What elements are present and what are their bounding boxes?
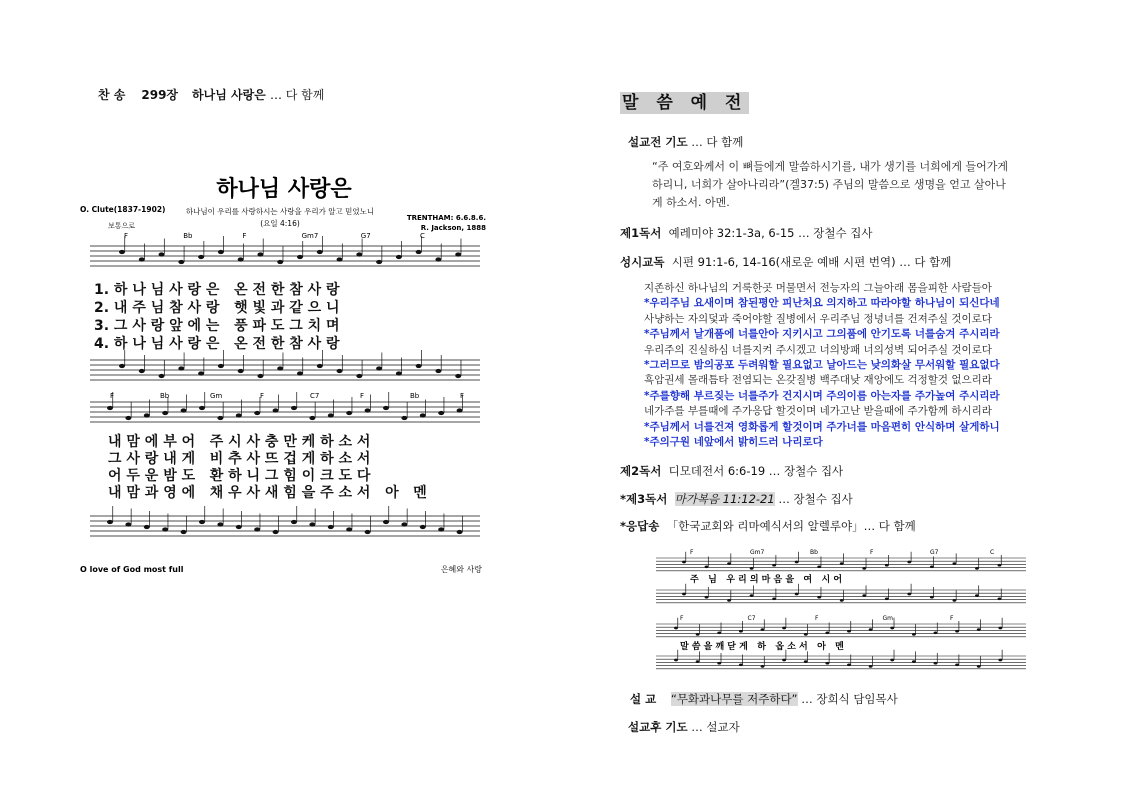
note-head [162,527,168,531]
note-head [257,252,263,256]
verse1-row2: 내 맘 에 부 어 주 시 사 충 만 케 하 소 서 [108,434,371,450]
chord-symbol: Gm [210,392,223,400]
chord-symbol: C [990,549,995,556]
note-head [772,564,776,567]
note-head [273,530,279,534]
responsive-line-people: *주님께서 너를건져 영화롭게 할것이며 주가너를 마음편히 안식하며 살게하니 [644,420,1000,433]
note-head [257,374,263,378]
note-head [705,565,709,568]
chord-symbol: Bb [810,549,818,556]
note-head [159,374,165,378]
note-head [159,252,165,256]
psalm-text: 시편 91:1-6, 14-16(새로운 예배 시편 번역) … 다 함께 [671,255,952,269]
responsive-line-leader: 지존하신 하나님의 거룩한곳 머물면서 전능자의 그늘아래 몸을피한 사람들아 [644,282,992,294]
note-head [337,369,343,373]
note-head [674,659,678,662]
note-head [144,413,150,417]
reading1-label: 제1독서 [620,226,662,240]
note-head [365,408,371,412]
prayer-text [652,158,1062,212]
note-head [376,260,382,264]
hymn-name: 하나님 사랑은 [192,88,266,102]
note-head [975,567,979,570]
note-head [682,593,686,596]
section-title: 말 씀 예 전 [622,93,748,113]
note-head [328,413,334,417]
note-head [457,530,463,534]
note-head [761,665,765,668]
note-head [885,564,889,567]
note-head [930,596,934,599]
note-head [125,416,131,420]
note-head [750,567,754,570]
psalm-reading [620,254,951,270]
note-head [277,260,283,264]
note-head [804,660,808,663]
response-song-score [650,548,1030,678]
score-reference: (요일 4:16) [260,219,300,228]
note-head [717,631,721,634]
note-head [420,525,426,529]
note-head [401,416,407,420]
note-head [317,250,323,254]
chord-symbol: F [680,615,684,622]
note-head [435,369,441,373]
chord-symbol: Bb [160,392,170,400]
chord-symbol: G7 [360,232,371,240]
chord-symbol: F [124,232,129,240]
note-head [934,631,938,634]
note-head [795,593,799,596]
hymn-label: 찬 송 [98,88,126,102]
chord-symbol: F [460,392,465,400]
responsive-line-leader: 흑암권세 몰래틈타 전염되는 온갖질병 백주대낮 재앙에도 걱정할것 없으리라 [644,374,992,387]
note-head [438,411,444,415]
note-head [977,628,981,631]
post-prayer-who: … 설교자 [691,720,740,734]
note-head [297,371,303,375]
note-head [869,628,873,631]
responsive-line-leader: 네가주를 부를때에 주가응답 할것이며 네가고난 받을때에 주가함께 하시리라 [644,405,992,418]
note-head [890,659,894,662]
response-chords-row2 [680,615,954,622]
note-head [309,522,315,526]
note-head [696,660,700,663]
response-song-label: *응답송 [620,519,660,533]
note-head [750,594,754,597]
reading2-text: 디모데전서 6:6-19 … 장철수 집사 [668,464,844,478]
note-head [998,597,1002,600]
responsive-line-leader: 사냥하는 자의덫과 죽어야할 질병에서 우리주님 정녕너를 건져주실 것이로다 [644,312,992,325]
note-head [291,406,297,410]
note-head [162,411,168,415]
chord-symbol: Bb [410,392,420,400]
verse3-row1: 3. 그 사 랑 앞 에 는 풍 파 도 그 치 며 [94,318,340,334]
responsive-line-people: *주님께서 날개품에 너를안아 지키시고 그의품에 안기도록 너를숨겨 주시리라 [644,328,1000,341]
note-head [739,663,743,666]
note-head [178,366,184,370]
post-sermon-prayer [628,719,740,735]
note-head [217,522,223,526]
note-head [455,374,461,378]
prayer-line: “주 여호와께서 이 뼈들에게 말씀하시기를, 내가 생기를 너희에게 들어가게 [652,160,1008,173]
note-head [696,633,700,636]
hymn-score [80,170,488,580]
chord-symbol: F [815,615,819,622]
note-head [795,561,799,564]
note-head [727,562,731,565]
reading-2 [620,463,843,479]
note-head [674,627,678,630]
pre-prayer-label: 설교전 기도 [628,135,688,149]
note-head [952,599,956,602]
reading-1 [620,225,873,241]
score-subtitle: 하나님이 우리를 사랑하시는 사랑을 우리가 알고 믿었노니 [185,207,375,216]
score-tune: TRENTHAM: 6.6.8.6. [406,214,486,222]
sermon-title: “무화과나무를 저주하다” [670,692,798,706]
note-head [840,599,844,602]
note-head [817,565,821,568]
note-head [277,366,283,370]
reading2-label: 제2독서 [620,464,662,478]
note-head [907,593,911,596]
hymn-header [98,86,324,103]
pre-prayer-who: … 다 함께 [691,135,744,149]
verse4-row2: 내 맘 과 영 에 채 우 사 새 힘 을 주 소 서 아 멘 [108,485,427,501]
note-head [912,633,916,636]
note-head [254,527,260,531]
reading3-text: … 장철수 집사 [778,492,853,506]
note-head [977,665,981,668]
note-head [337,257,343,261]
note-head [125,522,131,526]
response-song-text: 「한국교회와 리마예식서의 알렐루야」… 다 함께 [666,519,916,533]
score-footer-left: O love of God most full [80,565,184,574]
note-head [934,662,938,665]
note-head [139,257,145,261]
chord-symbol: F [690,549,694,556]
pre-sermon-prayer [628,134,743,150]
note-head [885,597,889,600]
chord-symbol: Gm7 [750,549,765,556]
verses-row1 [94,281,340,352]
note-head [181,530,187,534]
note-head [238,369,244,373]
note-head [309,416,315,420]
reading-3 [620,491,853,507]
note-head [817,596,821,599]
chord-symbol: F [950,615,954,622]
note-head [912,660,916,663]
note-head [998,627,1002,630]
note-head [297,255,303,259]
note-head [782,659,786,662]
note-head [291,520,297,524]
responsive-reading [644,281,1069,450]
note-head [144,525,150,529]
note-head [346,527,352,531]
note-head [218,250,224,254]
note-head [401,522,407,526]
response-lyrics-row1: 주 님 우 리 의 마 음 을 여 시 어 [690,575,843,585]
chord-symbol: G7 [930,549,939,556]
note-head [869,665,873,668]
note-head [178,260,184,264]
note-head [365,530,371,534]
chord-symbol: F [260,392,265,400]
note-head [199,406,205,410]
note-head [198,255,204,259]
note-head [254,411,260,415]
note-head [107,406,113,410]
score-tempo: 보통으로 [108,222,136,230]
verse2-row1: 2. 내 주 님 참 사 랑 햇 빛 과 같 으 니 [94,300,340,316]
note-head [416,364,422,368]
reading1-text: 예레미야 32:1-3a, 6-15 … 장철수 집사 [668,226,873,240]
note-head [238,257,244,261]
response-chords-row1 [690,549,994,556]
chord-symbols-row2 [110,392,464,400]
note-head [198,371,204,375]
note-head [455,252,461,256]
note-head [119,364,125,368]
note-head [847,630,851,633]
psalm-label: 성시교독 [620,255,665,269]
response-song [620,518,916,534]
note-head [825,662,829,665]
note-head [782,627,786,630]
verse3-row2: 어 두 운 밤 도 환 하 니 그 힘 이 크 도 다 [108,468,371,484]
chord-symbol: Gm [882,615,893,622]
note-head [356,374,362,378]
note-head [890,627,894,630]
note-head [435,257,441,261]
prayer-line: 게 하소서. 아멘. [652,196,730,209]
post-prayer-label: 설교후 기도 [628,720,688,734]
chord-symbol: C7 [747,615,756,622]
note-head [998,564,1002,567]
note-head [107,520,113,524]
responsive-line-people: *주의구원 네앞에서 밝히드러 나리로다 [644,436,823,449]
note-head [420,413,426,417]
note-head [847,663,851,666]
note-head [804,633,808,636]
note-head [862,567,866,570]
reading3-label: *제3독서 [620,492,668,506]
note-head [682,561,686,564]
note-head [317,364,323,368]
note-head [236,413,242,417]
note-head [396,255,402,259]
score-footer-right: 은혜와 사랑 [440,565,482,574]
chord-symbols-row1 [124,232,425,240]
note-head [438,527,444,531]
note-head [907,561,911,564]
responsive-line-people: *우리주님 요새이며 참된평안 피난처요 의지하고 따라야할 하나님이 되신다네 [644,297,1000,310]
note-head [955,663,959,666]
note-head [376,366,382,370]
note-head [356,252,362,256]
note-head [139,369,145,373]
note-head [457,408,463,412]
note-head [383,406,389,410]
chord-symbol: C [420,232,425,240]
verses-row2 [108,433,427,501]
note-head [181,408,187,412]
sermon-label: 설 교 [630,692,657,706]
note-head [383,520,389,524]
note-head [717,662,721,665]
note-head [396,371,402,375]
verse4-row1: 4. 하 나 님 사 랑 은 온 전 한 참 사 랑 [94,336,340,352]
responsive-line-people: *그러므로 밤의공포 두려워할 필요없고 날아드는 낮의화살 무서워할 필요없다 [644,359,1000,372]
note-head [952,562,956,565]
note-head [761,628,765,631]
chord-symbol: C7 [310,392,320,400]
hymn-participants: … 다 함께 [269,88,325,102]
note-head [236,525,242,529]
hymn-number: 299장 [141,88,179,102]
note-head [930,565,934,568]
chord-symbol: F [360,392,365,400]
note-head [975,594,979,597]
score-title: 하나님 사랑은 [216,177,352,202]
score-composer-left: O. Clute(1837-1902) [80,205,166,214]
verse1-row1: 1. 하 나 님 사 랑 은 온 전 한 참 사 랑 [94,282,340,298]
score-composer-right: R. Jackson, 1888 [420,224,486,232]
chord-symbol: F [870,549,874,556]
note-head [416,250,422,254]
chord-symbol: F [242,232,247,240]
note-head [705,596,709,599]
response-lyrics-row2: 말 씀 을 깨 닫 게 하 옵 소 서 아 멘 [680,642,844,652]
note-head [739,630,743,633]
note-head [218,364,224,368]
sermon-who: … 장희식 담임목사 [801,692,898,706]
note-head [840,562,844,565]
note-head [862,594,866,597]
verse2-row2: 그 사 랑 내 게 비 추 사 뜨 겁 게 하 소 서 [108,451,371,467]
responsive-line-leader: 우리주의 진실하심 너를지켜 주시겠고 너의방패 너의성벽 되어주실 것이로다 [644,343,992,356]
chord-symbol: Gm7 [301,232,319,240]
note-head [346,411,352,415]
responsive-line-people: *주를향해 부르짖는 너를주가 건지시며 주의이름 아는자를 주가높여 주시리라 [644,389,1000,402]
chord-symbol: Bb [183,232,193,240]
note-head [119,250,125,254]
note-head [998,659,1002,662]
note-head [199,520,205,524]
note-head [727,599,731,602]
note-head [825,631,829,634]
note-head [217,416,223,420]
note-head [955,630,959,633]
chord-symbol: F [110,392,115,400]
prayer-line: 하리니, 너희가 살아나리라”(겔37:5) 주님의 말씀으로 생명을 얻고 살아나 [652,178,1006,191]
note-head [273,408,279,412]
sermon [630,691,898,707]
note-head [772,597,776,600]
reading3-ref: 마가복음 11:12-21 [674,492,775,506]
note-head [328,525,334,529]
